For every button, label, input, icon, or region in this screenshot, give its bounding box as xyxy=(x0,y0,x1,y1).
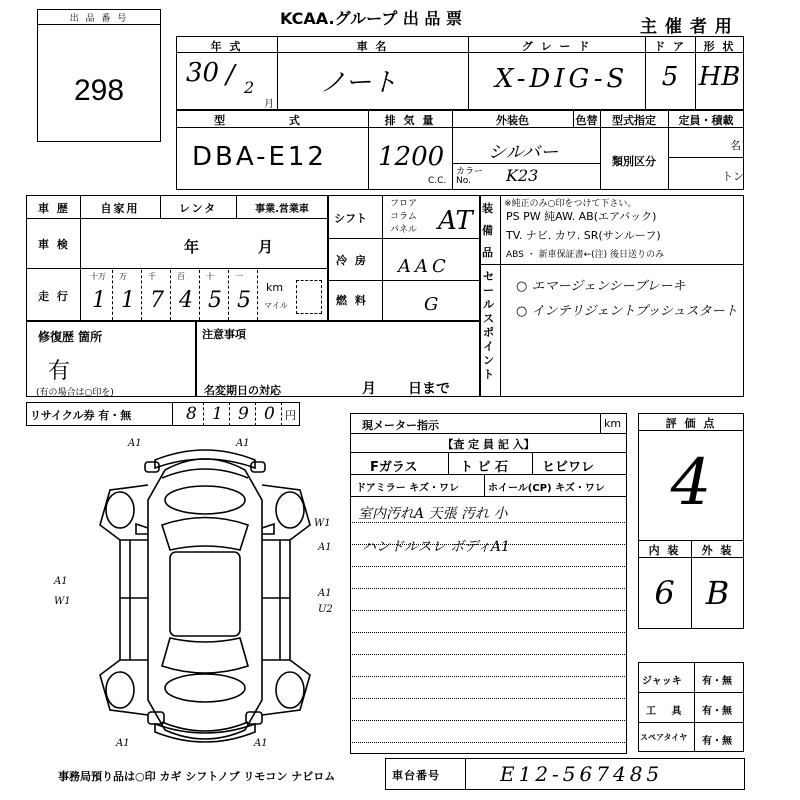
mirror-label: ドアミラー キズ・ワレ xyxy=(356,483,459,494)
month-suffix: 月 xyxy=(264,99,274,110)
mileage-unit-label: 一 xyxy=(235,272,243,281)
shift-value: AT xyxy=(438,206,473,236)
cc-label: C.C. xyxy=(428,176,447,186)
color-change-label: 色替 xyxy=(575,114,598,127)
remark-line xyxy=(350,698,627,699)
wheel-label: ホイール(CP) キズ・ワレ xyxy=(488,483,605,494)
equipment-line3: ABS ・ 新車保証書←(注) 後日送りのみ xyxy=(506,250,665,260)
remark-1: 室内汚れA 天張 汚れ 小 xyxy=(358,506,508,522)
mark-right-front-2: A1 xyxy=(318,542,332,553)
score-label: 評 価 点 xyxy=(665,417,717,430)
mileage-digit: 5 xyxy=(237,288,251,313)
capacity-label: 定員・積載 xyxy=(678,114,734,127)
mileage-digit-cell xyxy=(200,270,229,320)
shape-label: 形 状 xyxy=(703,40,736,53)
history-commercial: 事業.営業車 xyxy=(255,204,309,215)
mileage-label: 走 行 xyxy=(38,290,70,303)
recycle-digit: 1 xyxy=(212,404,223,424)
equipment-label: 装 備 品 xyxy=(482,202,493,259)
score-value: 4 xyxy=(670,446,712,520)
mark-left-1: A1 xyxy=(54,576,68,587)
history-rental: レンタ xyxy=(178,202,218,215)
year-slash: / xyxy=(226,60,235,90)
recycle-digit-cell xyxy=(230,402,256,426)
year-value: 30 xyxy=(186,58,220,88)
mileage-unit-label: 万 xyxy=(119,272,127,281)
organizer-label: 主 催 者 用 xyxy=(640,17,733,37)
mark-front-right: A1 xyxy=(236,438,250,449)
shift-panel: パネル xyxy=(390,225,418,235)
car-name-label: 車 名 xyxy=(356,40,389,53)
sales-point-2: ○ インテリジェントプッシュスタート xyxy=(516,304,738,319)
displacement-label: 排 気 量 xyxy=(384,114,436,127)
glass-chip: ト ビ 石 xyxy=(460,460,509,475)
mileage-digit: 5 xyxy=(208,288,222,313)
doors-value: 5 xyxy=(661,62,679,92)
exterior-value: B xyxy=(705,574,730,612)
persons-label: 名 xyxy=(730,139,741,152)
equipment-box xyxy=(480,195,744,397)
page-title: KCAA.グループ 出 品 票 xyxy=(280,9,462,28)
recycle-digit: 0 xyxy=(264,404,275,424)
mark-front-left: A1 xyxy=(128,438,142,449)
year-month: 2 xyxy=(244,78,255,97)
mileage-unit-label: 百 xyxy=(177,272,185,281)
mileage-unit-label: 十万 xyxy=(90,272,106,281)
recycle-digit: 9 xyxy=(238,404,249,424)
registration-label: 名変期日の対応 xyxy=(204,384,281,397)
mark-left-2: W1 xyxy=(54,596,71,607)
remark-2: ハンドルスレ ボディA1 xyxy=(362,539,510,555)
class-label: 類別区分 xyxy=(612,155,656,168)
grade-value: X-DIG-S xyxy=(495,64,629,94)
exterior-color-label: 外装色 xyxy=(496,114,529,127)
recycle-digit-cell xyxy=(204,402,230,426)
remark-line xyxy=(350,632,627,633)
inspection-label: 車 検 xyxy=(38,238,70,251)
lot-number: 298 xyxy=(73,74,125,107)
tool-yn: 有・無 xyxy=(702,706,732,717)
remark-line xyxy=(350,654,627,655)
mark-rear-right: A1 xyxy=(254,738,268,749)
equipment-line2: TV. ナビ. カワ. SR(サンルーフ) xyxy=(506,229,661,242)
km-unit: km xyxy=(266,281,284,294)
chassis-label: 車台番号 xyxy=(392,769,440,782)
mileage-digit: 1 xyxy=(92,288,106,313)
history-label: 車 歴 xyxy=(38,202,70,215)
repair-label: 修復歴 箇所 xyxy=(38,330,103,344)
grade-label: グ レ ー ド xyxy=(521,40,592,53)
meter-label: 現メーター指示 xyxy=(362,419,439,432)
mileage-digit: 7 xyxy=(150,288,164,313)
jack-label: ジャッキ xyxy=(642,676,682,687)
type-spec-label: 型式指定 xyxy=(612,114,656,127)
ac-value: AAC xyxy=(398,256,450,277)
recycle-yen: 円 xyxy=(285,409,296,422)
shift-floor: フロア xyxy=(390,199,418,209)
mark-right-rear-1: A1 xyxy=(318,588,332,599)
mark-rear-left: A1 xyxy=(116,738,130,749)
shape-value: HB xyxy=(698,62,741,92)
equipment-line1: PS PW 純AW. AB(エアバック) xyxy=(506,210,657,223)
fuel-value: G xyxy=(424,294,439,315)
spare-label: スペアタイヤ xyxy=(640,733,688,742)
exterior-color-value: シルバー xyxy=(488,142,559,163)
remark-line xyxy=(350,676,627,677)
inspection-month: 月 xyxy=(258,238,276,256)
displacement-value: 1200 xyxy=(378,142,445,172)
spare-yn: 有・無 xyxy=(702,736,732,747)
remark-line xyxy=(350,588,627,589)
tool-label: 工 具 xyxy=(646,706,688,717)
mileage-digit-cell xyxy=(229,270,258,320)
equipment-note: ※純正のみ○印をつけて下さい。 xyxy=(504,199,637,209)
remark-line xyxy=(350,610,627,611)
lot-label: 出 品 番 号 xyxy=(69,14,129,24)
doors-label: ド ア xyxy=(654,40,686,53)
remark-line xyxy=(350,720,627,721)
caution-label: 注意事項 xyxy=(202,328,246,341)
shift-label: シフト xyxy=(334,212,367,225)
shift-column: コラム xyxy=(390,212,417,222)
inspection-year: 年 xyxy=(184,238,202,256)
mile-unit: マイル xyxy=(264,301,288,310)
tons-label: トン xyxy=(722,170,744,183)
interior-label: 内 装 xyxy=(648,544,681,557)
recycle-digit: 8 xyxy=(186,404,197,424)
recycle-label: リサイクル券 有・無 xyxy=(30,409,132,422)
glass-label: Fガラス xyxy=(370,460,418,475)
remark-line xyxy=(350,566,627,567)
mileage-unit-label: 十 xyxy=(206,272,214,281)
meter-km: km xyxy=(604,417,622,430)
color-no-value: K23 xyxy=(506,166,539,185)
car-name-value: ノート xyxy=(320,68,398,98)
inspector-label: 【査 定 員 記 入】 xyxy=(442,438,535,451)
registration-month: 月 xyxy=(362,381,376,397)
history-private: 自家用 xyxy=(100,202,140,215)
mileage-digit: 4 xyxy=(179,288,193,313)
interior-value: 6 xyxy=(654,574,675,612)
sales-point-1: ○ エマージェンシーブレーキ xyxy=(516,279,686,294)
exterior-label: 外 装 xyxy=(701,544,734,557)
mark-right-front-1: W1 xyxy=(314,518,331,529)
fuel-label: 燃 料 xyxy=(336,294,368,307)
recycle-digit-cell xyxy=(178,402,204,426)
mileage-digit-cell xyxy=(142,270,171,320)
model-value: DBA-E12 xyxy=(192,142,327,172)
recycle-digit-cell xyxy=(256,402,282,426)
sales-point-label: セールスポイント xyxy=(483,270,494,381)
model-label: 型 式 xyxy=(214,114,330,127)
mileage-digit-cell xyxy=(84,270,113,320)
mileage-digit-cell xyxy=(113,270,142,320)
repair-note: (有の場合は○印を) xyxy=(36,388,114,398)
mark-right-rear-2: U2 xyxy=(318,604,333,615)
car-damage-diagram xyxy=(70,430,340,760)
ac-label: 冷 房 xyxy=(336,254,368,267)
mileage-digit: 1 xyxy=(121,288,135,313)
mileage-unit-label: 千 xyxy=(148,272,156,281)
mileage-digit-cell xyxy=(171,270,200,320)
chassis-value: E12-567485 xyxy=(500,762,664,786)
registration-day: 日まで xyxy=(408,381,450,397)
color-no-label: カラー No. xyxy=(456,167,484,186)
repair-value: 有 xyxy=(48,359,71,384)
office-items-note: 事務局預り品は○印 カギ シフトノブ リモコン ナビロム xyxy=(58,770,336,783)
jack-yn: 有・無 xyxy=(702,676,732,687)
year-label: 年 式 xyxy=(210,40,243,53)
remark-line xyxy=(350,742,627,743)
glass-crack: ヒビワレ xyxy=(542,460,595,475)
